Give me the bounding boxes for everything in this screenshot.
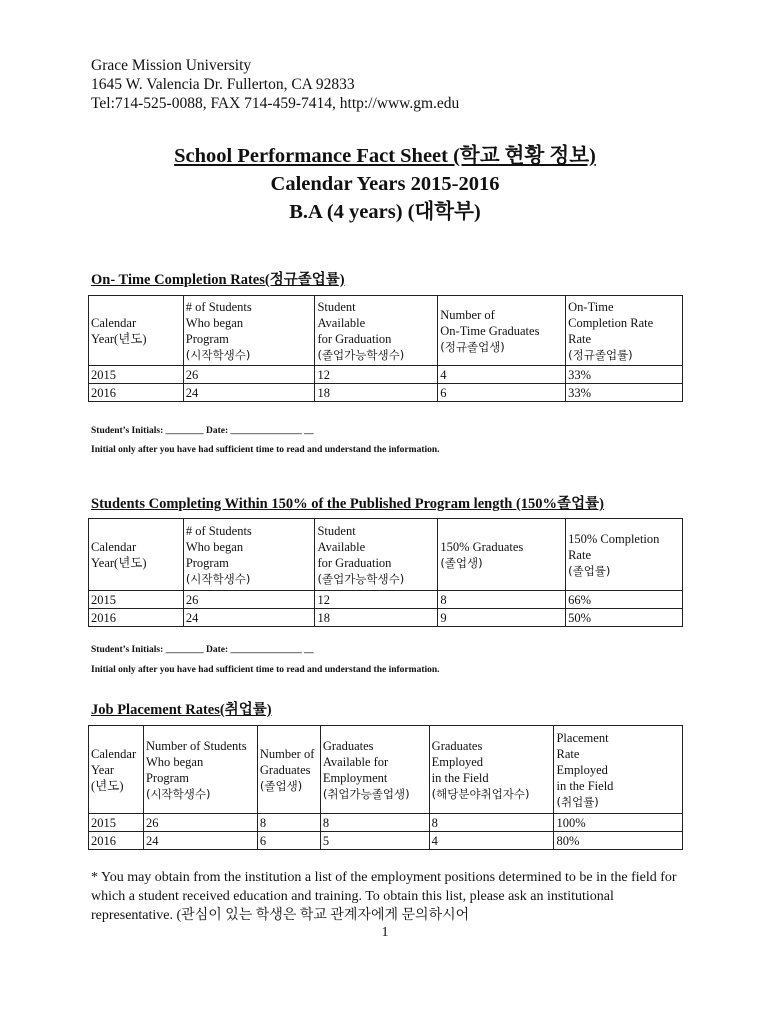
calendar-years-title: Calendar Years 2015-2016 (270, 173, 500, 195)
table-cell: 26 (183, 591, 315, 609)
institution-address: 1645 W. Valencia Dr. Fullerton, CA 92833 (91, 76, 355, 93)
table-cell: 4 (438, 366, 566, 384)
table-row (89, 814, 683, 832)
header-cell: # of Students Who began Program (시작학생수) (183, 296, 315, 366)
header-cell: Placement Rate Employed in the Field (취업률) (554, 726, 683, 814)
table-cell: 33% (566, 366, 683, 384)
table-row (89, 384, 683, 402)
table-cell: 33% (566, 384, 683, 402)
table-cell: 8 (429, 814, 554, 832)
on-time-completion-table (88, 295, 683, 402)
header-cell: Graduates Employed in the Field (해당분야취업자수) (429, 726, 554, 814)
header-cell: Calendar Year (년도) (89, 726, 144, 814)
header-cell: Student Available for Graduation (졸업가능학생수) (315, 296, 438, 366)
section-heading-on-time: On- Time Completion Rates(정규졸업률) (91, 272, 345, 288)
table-cell: 2016 (89, 609, 184, 627)
initial-note: Initial only after you have had sufficient time to read and understand the information. (91, 445, 440, 455)
job-placement-table (88, 725, 683, 850)
table-header-row (89, 726, 683, 814)
table-cell: 5 (320, 832, 429, 850)
table-header-row (89, 519, 683, 591)
table-cell: 24 (183, 384, 315, 402)
table-row (89, 366, 683, 384)
table-cell: 12 (315, 591, 438, 609)
header-cell: Graduates Available for Employment (취업가능졸업생) (320, 726, 429, 814)
table-cell: 2016 (89, 384, 184, 402)
initial-note: Initial only after you have had sufficient time to read and understand the information. (91, 665, 440, 675)
table-row (89, 609, 683, 627)
table-cell: 12 (315, 366, 438, 384)
table-cell: 4 (429, 832, 554, 850)
table-cell: 8 (438, 591, 566, 609)
section-heading-150-percent: Students Completing Within 150% of the Published Program length (150%졸업률) (91, 496, 604, 512)
table-cell: 18 (315, 609, 438, 627)
table-cell: 8 (320, 814, 429, 832)
table-cell: 2015 (89, 366, 184, 384)
header-cell: Number of Students Who began Program (시작학생수) (143, 726, 257, 814)
table-cell: 8 (257, 814, 320, 832)
header-cell: 150% Graduates (졸업생) (438, 519, 566, 591)
table-cell: 6 (257, 832, 320, 850)
degree-title: B.A (4 years) (대학부) (289, 201, 481, 223)
document-title: School Performance Fact Sheet (학교 현황 정보) (174, 145, 596, 167)
header-cell: Number of On-Time Graduates (정규졸업생) (438, 296, 566, 366)
initials-date-line: Student’s Initials: ________ Date: _______________ __ (91, 426, 314, 436)
table-cell: 2015 (89, 591, 184, 609)
table-row (89, 832, 683, 850)
header-cell: Calendar Year(년도) (89, 296, 184, 366)
institution-name: Grace Mission University (91, 57, 252, 74)
table-cell: 24 (183, 609, 315, 627)
header-cell: 150% Completion Rate (졸업률) (566, 519, 683, 591)
table-cell: 26 (143, 814, 257, 832)
table-cell: 6 (438, 384, 566, 402)
header-cell: On-Time Completion Rate Rate (정규졸업률) (566, 296, 683, 366)
table-header-row (89, 296, 683, 366)
initials-date-line: Student’s Initials: ________ Date: _______________ __ (91, 645, 314, 655)
table-cell: 66% (566, 591, 683, 609)
header-cell: Student Available for Graduation (졸업가능학생수) (315, 519, 438, 591)
completion-150-table (88, 518, 683, 627)
header-cell: Calendar Year(년도) (89, 519, 184, 591)
header-cell: # of Students Who began Program (시작학생수) (183, 519, 315, 591)
employment-footnote: * You may obtain from the institution a list of the employment positions determined to be in the field for which a student received education and training. To obtain this list, please ask an institutional representative. (관심이 있는 학생은 학교 관계자에게 문의하시어 (91, 870, 677, 923)
table-cell: 9 (438, 609, 566, 627)
table-cell: 24 (143, 832, 257, 850)
table-cell: 100% (554, 814, 683, 832)
table-cell: 2016 (89, 832, 144, 850)
institution-contact: Tel:714-525-0088, FAX 714-459-7414, http://www.gm.edu (91, 95, 460, 112)
page-number: 1 (381, 925, 389, 940)
table-cell: 2015 (89, 814, 144, 832)
table-cell: 80% (554, 832, 683, 850)
table-row (89, 591, 683, 609)
table-cell: 50% (566, 609, 683, 627)
table-cell: 18 (315, 384, 438, 402)
section-heading-job-placement: Job Placement Rates(취업률) (91, 702, 272, 718)
table-cell: 26 (183, 366, 315, 384)
header-cell: Number of Graduates (졸업생) (257, 726, 320, 814)
